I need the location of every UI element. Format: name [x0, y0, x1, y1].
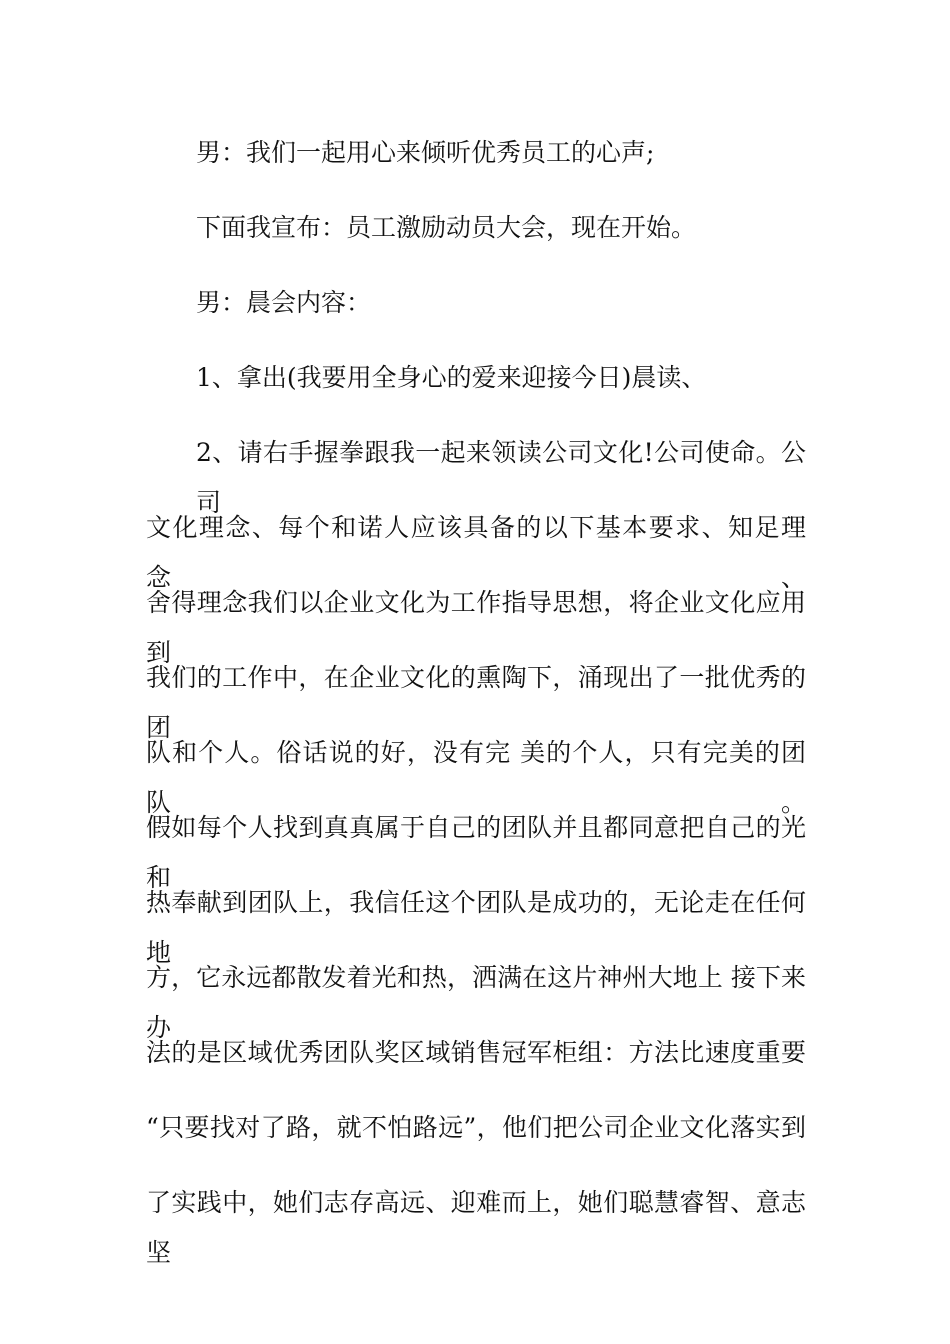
paragraph-line: 1、拿出(我要用全身心的爱来迎接今日)晨读、: [196, 363, 707, 392]
paragraph-line: 2、请右手握拳跟我一起来领读公司文化!公司使命。公司: [196, 438, 806, 517]
paragraph-line: 方，它永远都散发着光和热，洒满在这片神州大地上 接下来办: [146, 963, 806, 1042]
paragraph-line: 了实践中，她们志存高远、迎难而上，她们聪慧睿智、意志坚: [146, 1188, 806, 1267]
paragraph-line: 我们的工作中，在企业文化的熏陶下，涌现出了一批优秀的团: [146, 663, 806, 742]
paragraph-line: 队和个人。俗话说的好，没有完 美的个人，只有完美的团队。: [146, 738, 806, 817]
paragraph-line: 下面我宣布：员工激励动员大会，现在开始。: [196, 213, 697, 242]
paragraph-line: 男：我们一起用心来倾听优秀员工的心声;: [196, 138, 655, 167]
document-body: [146, 128, 806, 1267]
paragraph-line: “只要找对了路，就不怕路远”，他们把公司企业文化落实到: [146, 1113, 806, 1142]
paragraph-line: 舍得理念我们以企业文化为工作指导思想，将企业文化应用到: [146, 588, 806, 667]
paragraph-line: 男：晨会内容：: [196, 288, 372, 317]
paragraph-line: 文化理念、每个和诺人应该具备的以下基本要求、知足理念、: [146, 513, 806, 592]
paragraph-line: 法的是区域优秀团队奖区域销售冠军柜组：方法比速度重要: [146, 1038, 806, 1067]
paragraph-line: 假如每个人找到真真属于自己的团队并且都同意把自己的光和: [146, 813, 806, 892]
paragraph-line: 热奉献到团队上，我信任这个团队是成功的，无论走在任何地: [146, 888, 806, 967]
